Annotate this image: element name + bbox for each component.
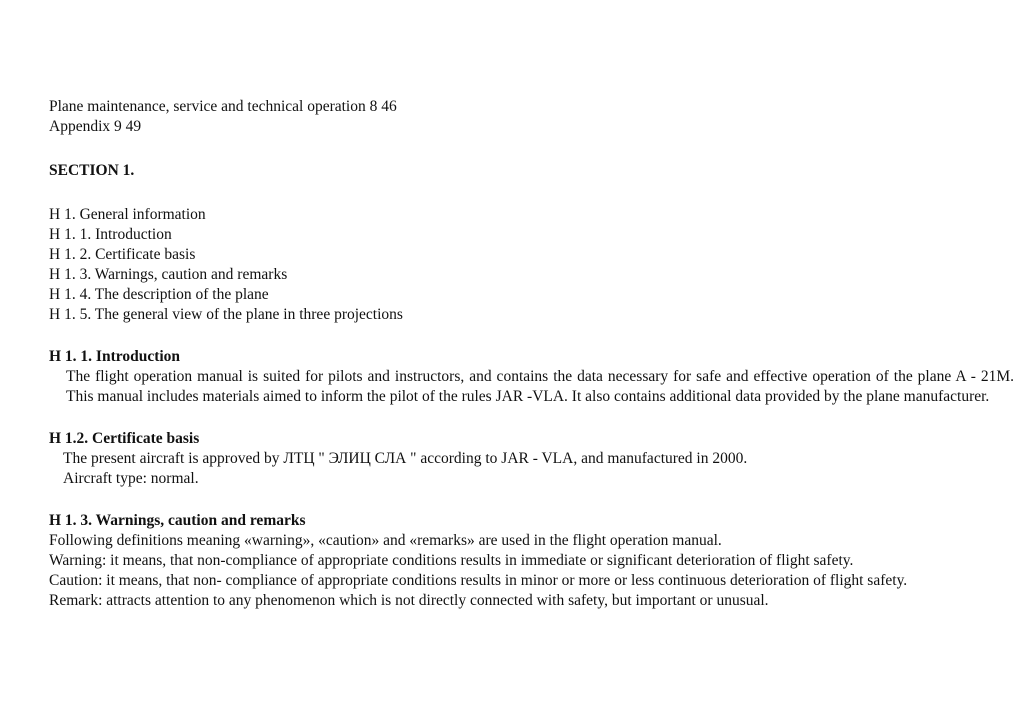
- toc-item: H 1. 5. The general view of the plane in three projections: [49, 306, 403, 323]
- toc-item: H 1. 1. Introduction: [49, 226, 172, 243]
- warnings-section: [49, 511, 1009, 611]
- introduction-section: [49, 347, 1014, 407]
- toc-item: H 1. General information: [49, 206, 206, 223]
- introduction-heading: H 1. 1. Introduction: [49, 348, 181, 365]
- toc-line-maintenance: Plane maintenance, service and technical operation 8 46: [49, 98, 397, 115]
- document-page: [49, 97, 1014, 611]
- toc-line-appendix: Appendix 9 49: [49, 118, 142, 135]
- toc-item: H 1. 2. Certificate basis: [49, 246, 196, 263]
- certificate-section: [49, 429, 1009, 489]
- warning-definition: Warning: it means, that non-compliance of appropriate conditions results in immediate or significant deterioration of flight safety.: [49, 552, 854, 569]
- remark-definition: Remark: attracts attention to any phenomenon which is not directly connected with safety, but important or unusual.: [49, 592, 769, 609]
- certificate-approval: The present aircraft is approved by ЛТЦ " ЭЛИЦ СЛА " according to JAR - VLA, and manufactured in 2000.: [63, 450, 748, 467]
- section-title: SECTION 1.: [49, 162, 135, 179]
- toc-item: H 1. 3. Warnings, caution and remarks: [49, 266, 288, 283]
- warnings-intro: Following definitions meaning «warning», «caution» and «remarks» are used in the flight operation manual.: [49, 532, 722, 549]
- certificate-heading: H 1.2. Certificate basis: [49, 430, 200, 447]
- caution-definition: Caution: it means, that non- compliance of appropriate conditions results in minor or more or less continuous deterioration of flight safety.: [49, 572, 908, 589]
- introduction-body: The flight operation manual is suited for pilots and instructors, and contains the data necessary for safe and effective operation of the plane A - 21M. This manual includes materials aimed to inform the pilot of the rules JAR -VLA. It also contains additional data provided by the plane manufacturer.: [66, 368, 1014, 405]
- section-toc: [49, 205, 1009, 325]
- warnings-heading: H 1. 3. Warnings, caution and remarks: [49, 512, 306, 529]
- certificate-aircraft-type: Aircraft type: normal.: [63, 470, 199, 487]
- toc-item: H 1. 4. The description of the plane: [49, 286, 269, 303]
